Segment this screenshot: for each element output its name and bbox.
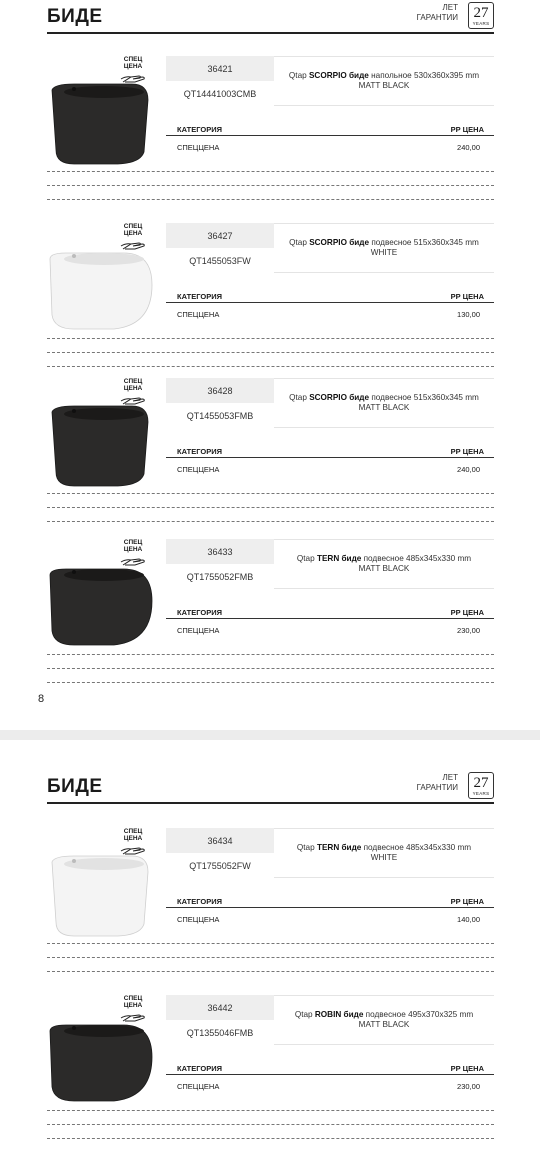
brand: Qtap — [296, 843, 315, 852]
bidet-bowl — [64, 858, 144, 870]
price-value: 230,00 — [457, 1082, 480, 1091]
product-code: 36421 — [166, 56, 274, 81]
product-article: QT1755052FMB — [166, 564, 274, 589]
product-article: QT1355046FMB — [166, 1020, 274, 1045]
page-header — [47, 0, 494, 34]
dimensions: подвесное 515x360x345 mm — [371, 238, 479, 247]
bidet-bowl — [64, 86, 144, 98]
dashed-divider — [47, 185, 494, 186]
category-header-row: КАТЕГОРИЯ РР ЦЕНА — [166, 446, 494, 458]
product-image — [44, 78, 158, 168]
tap-hole — [72, 859, 76, 863]
dashed-divider — [47, 338, 494, 339]
category-header-row: КАТЕГОРИЯ РР ЦЕНА — [166, 896, 494, 908]
dashed-divider — [47, 352, 494, 353]
price-value: 240,00 — [457, 465, 480, 474]
special-price-badge: СПЕЦ ЦЕНА — [117, 828, 149, 855]
product-description — [274, 828, 494, 878]
product-card — [0, 539, 540, 684]
dimensions: напольное 530x360x395 mm — [371, 71, 480, 80]
catalog-page-9 — [0, 740, 540, 1170]
special-price-badge: СПЕЦ ЦЕНА — [117, 223, 149, 250]
price-value: 240,00 — [457, 143, 480, 152]
category-value: СПЕЦЦЕНА — [177, 1082, 220, 1091]
color: WHITE — [370, 853, 398, 862]
dimensions: подвесное 485x345x330 mm — [363, 554, 472, 563]
special-price-badge: СПЕЦ ЦЕНА — [117, 539, 149, 566]
category-value: СПЕЦЦЕНА — [177, 310, 220, 319]
dashed-divider — [47, 1124, 494, 1125]
page-title: БИДЕ — [47, 776, 103, 797]
category-row — [166, 464, 494, 476]
warranty-label: ЛЕТ ГАРАНТИИ — [416, 773, 458, 792]
category-row — [166, 1081, 494, 1093]
warranty-badge: 27 YEARS — [468, 772, 494, 799]
series: SCORPIO биде — [309, 393, 370, 402]
series: SCORPIO биде — [309, 238, 370, 247]
page-number: 8 — [38, 693, 45, 705]
category-header-row: КАТЕГОРИЯ РР ЦЕНА — [166, 1063, 494, 1075]
category-value: СПЕЦЦЕНА — [177, 143, 220, 152]
series: TERN биде — [316, 554, 362, 563]
dashed-divider — [47, 943, 494, 944]
product-card — [0, 56, 540, 201]
dashed-divider — [47, 199, 494, 200]
price-value: 130,00 — [457, 310, 480, 319]
series: ROBIN биде — [314, 1010, 364, 1019]
category-row — [166, 142, 494, 154]
brand: Qtap — [289, 393, 307, 402]
bidet-bowl — [64, 569, 144, 581]
product-description — [274, 539, 494, 589]
product-code: 36427 — [166, 223, 274, 248]
header-rule — [47, 802, 494, 804]
product-code: 36434 — [166, 828, 274, 853]
category-header-row: КАТЕГОРИЯ РР ЦЕНА — [166, 607, 494, 619]
bidet-bowl — [64, 408, 144, 420]
dashed-divider — [47, 1138, 494, 1139]
brand: Qtap — [294, 1010, 313, 1019]
product-code: 36433 — [166, 539, 274, 564]
product-code: 36428 — [166, 378, 274, 403]
product-image — [44, 400, 158, 490]
dashed-divider — [47, 971, 494, 972]
product-image — [44, 1017, 158, 1107]
dimensions: подвесное 515x360x345 mm — [371, 393, 479, 402]
dashed-divider — [47, 493, 494, 494]
dashed-divider — [47, 507, 494, 508]
series: SCORPIO биде — [308, 71, 369, 80]
price-value: 140,00 — [457, 915, 480, 924]
bidet-bowl — [64, 253, 144, 265]
product-article: QT1455053FW — [166, 248, 274, 273]
series: TERN биде — [316, 843, 362, 852]
dimensions: подвесное 495x370x325 mm — [365, 1010, 474, 1019]
warranty-label: ЛЕТ ГАРАНТИИ — [416, 3, 458, 22]
tap-hole — [72, 1026, 76, 1030]
product-code: 36442 — [166, 995, 274, 1020]
product-article: QT14441003CMB — [166, 81, 274, 106]
category-value: СПЕЦЦЕНА — [177, 915, 220, 924]
product-card — [0, 828, 540, 973]
tap-hole — [72, 570, 76, 574]
product-card — [0, 223, 540, 368]
page-header — [47, 770, 494, 804]
product-card — [0, 378, 540, 523]
category-value: СПЕЦЦЕНА — [177, 626, 220, 635]
product-description — [274, 378, 494, 428]
page-gap — [0, 730, 540, 740]
dashed-divider — [47, 682, 494, 683]
tap-hole — [72, 87, 76, 91]
category-row — [166, 309, 494, 321]
brand: Qtap — [296, 554, 315, 563]
price-value: 230,00 — [457, 626, 480, 635]
product-image — [44, 850, 158, 940]
color: MATT BLACK — [358, 81, 410, 90]
category-header-row: КАТЕГОРИЯ РР ЦЕНА — [166, 291, 494, 303]
product-description — [274, 56, 494, 106]
dashed-divider — [47, 521, 494, 522]
brand: Qtap — [289, 238, 307, 247]
dimensions: подвесное 485x345x330 mm — [363, 843, 472, 852]
category-row — [166, 625, 494, 637]
page-title: БИДЕ — [47, 6, 103, 27]
special-price-badge: СПЕЦ ЦЕНА — [117, 56, 149, 83]
color: WHITE — [370, 248, 398, 257]
product-article: QT1755052FW — [166, 853, 274, 878]
bidet-bowl — [64, 1025, 144, 1037]
warranty-badge: 27 YEARS — [468, 2, 494, 29]
color: MATT BLACK — [358, 403, 410, 412]
product-article: QT1455053FMB — [166, 403, 274, 428]
header-rule — [47, 32, 494, 34]
dashed-divider — [47, 366, 494, 367]
color: MATT BLACK — [358, 1020, 410, 1029]
dashed-divider — [47, 1110, 494, 1111]
tap-hole — [72, 409, 76, 413]
special-price-badge: СПЕЦ ЦЕНА — [117, 378, 149, 405]
dashed-divider — [47, 654, 494, 655]
product-description — [274, 223, 494, 273]
product-description — [274, 995, 494, 1045]
product-card — [0, 995, 540, 1140]
product-image — [44, 245, 158, 335]
color: MATT BLACK — [358, 564, 410, 573]
special-price-badge: СПЕЦ ЦЕНА — [117, 995, 149, 1022]
tap-hole — [72, 254, 76, 258]
product-image — [44, 561, 158, 651]
category-row — [166, 914, 494, 926]
category-value: СПЕЦЦЕНА — [177, 465, 220, 474]
dashed-divider — [47, 957, 494, 958]
dashed-divider — [47, 668, 494, 669]
brand: Qtap — [288, 71, 307, 80]
category-header-row: КАТЕГОРИЯ РР ЦЕНА — [166, 124, 494, 136]
dashed-divider — [47, 171, 494, 172]
